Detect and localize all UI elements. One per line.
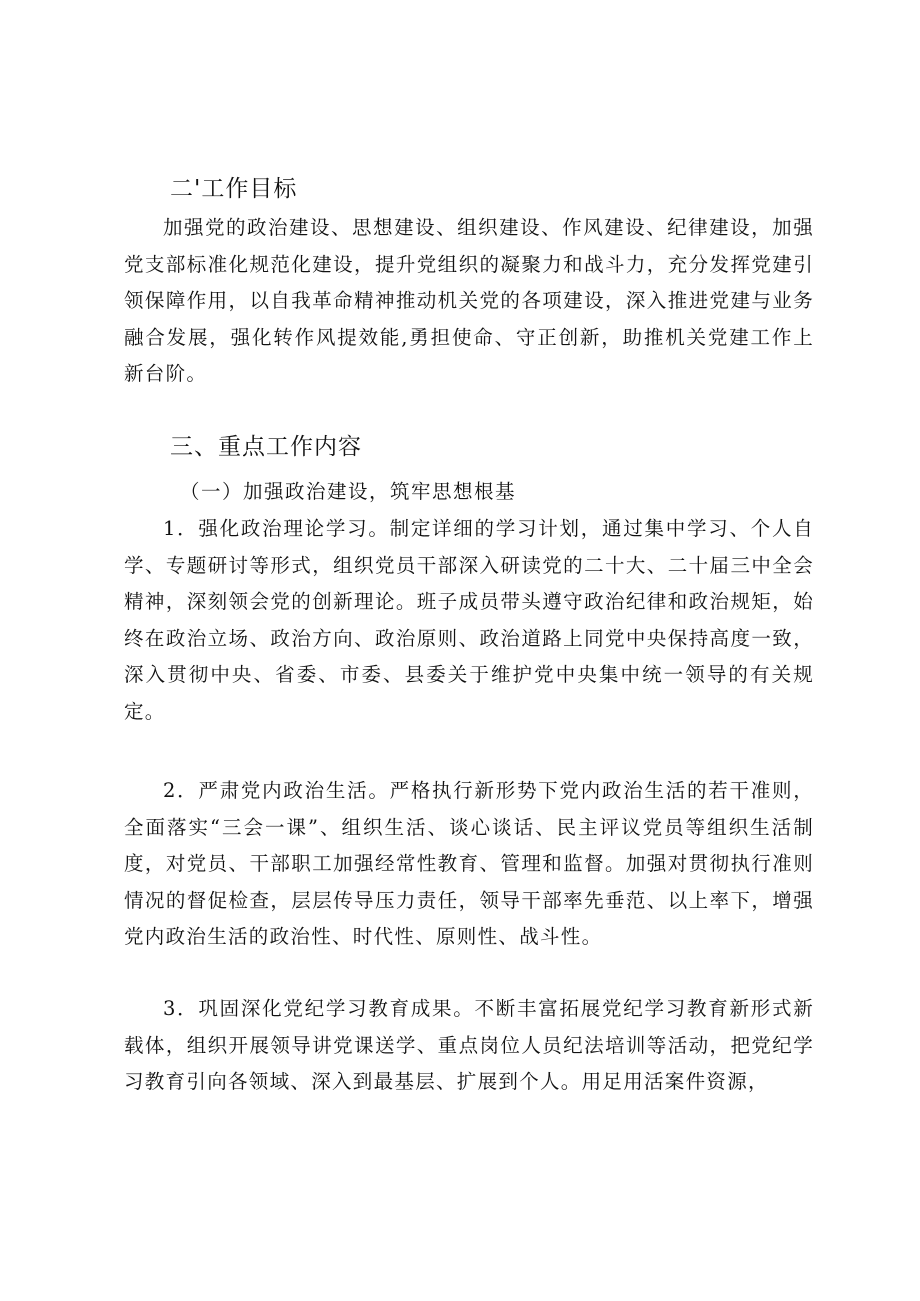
- item-2-paragraph: 2．严肃党内政治生活。严格执行新形势下党内政治生活的若干准则，全面落实“三会一课”、组织生活、谈心谈话、民主评议党员等组织生活制度，对党员、干部职工加强经常性教育、管理和监督。加强对贯彻执行准则情况的督促检查，层层传导压力责任，领导干部率先垂范、以上率下，增强党内政治生活的政治性、时代性、原则性、战斗性。: [124, 779, 814, 948]
- section-two-title: 二'工作目标: [170, 176, 298, 202]
- section-two-body: 加强党的政治建设、思想建设、组织建设、作风建设、纪律建设，加强党支部标准化规范化建设，提升党组织的凝聚力和战斗力，充分发挥党建引领保障作用，以自我革命精神推动机关党的各项建设，深入推进党建与业务融合发展，强化转作风提效能,勇担使命、守正创新，助推机关党建工作上新台阶。: [124, 216, 814, 385]
- subsection-one-title: （一）加强政治建设，筑牢思想根基: [180, 480, 517, 503]
- item-1-paragraph: 1．强化政治理论学习。制定详细的学习计划，通过集中学习、个人自学、专题研讨等形式，组织党员干部深入研读党的二十大、二十届三中全会精神，深刻领会党的创新理论。班子成员带头遵守政治纪律和政治规矩，始终在政治立场、政治方向、政治原则、政治道路上同党中央保持高度一致，深入贯彻中央、省委、市委、县委关于维护党中央集中统一领导的有关规定。: [124, 517, 814, 723]
- item-3-paragraph: 3．巩固深化党纪学习教育成果。不断丰富拓展党纪学习教育新形式新载体，组织开展领导讲党课送学、重点岗位人员纪法培训等活动，把党纪学习教育引向各领域、深入到最基层、扩展到个人。用足用活案件资源，: [124, 997, 814, 1093]
- section-three-title: 三、重点工作内容: [170, 434, 362, 460]
